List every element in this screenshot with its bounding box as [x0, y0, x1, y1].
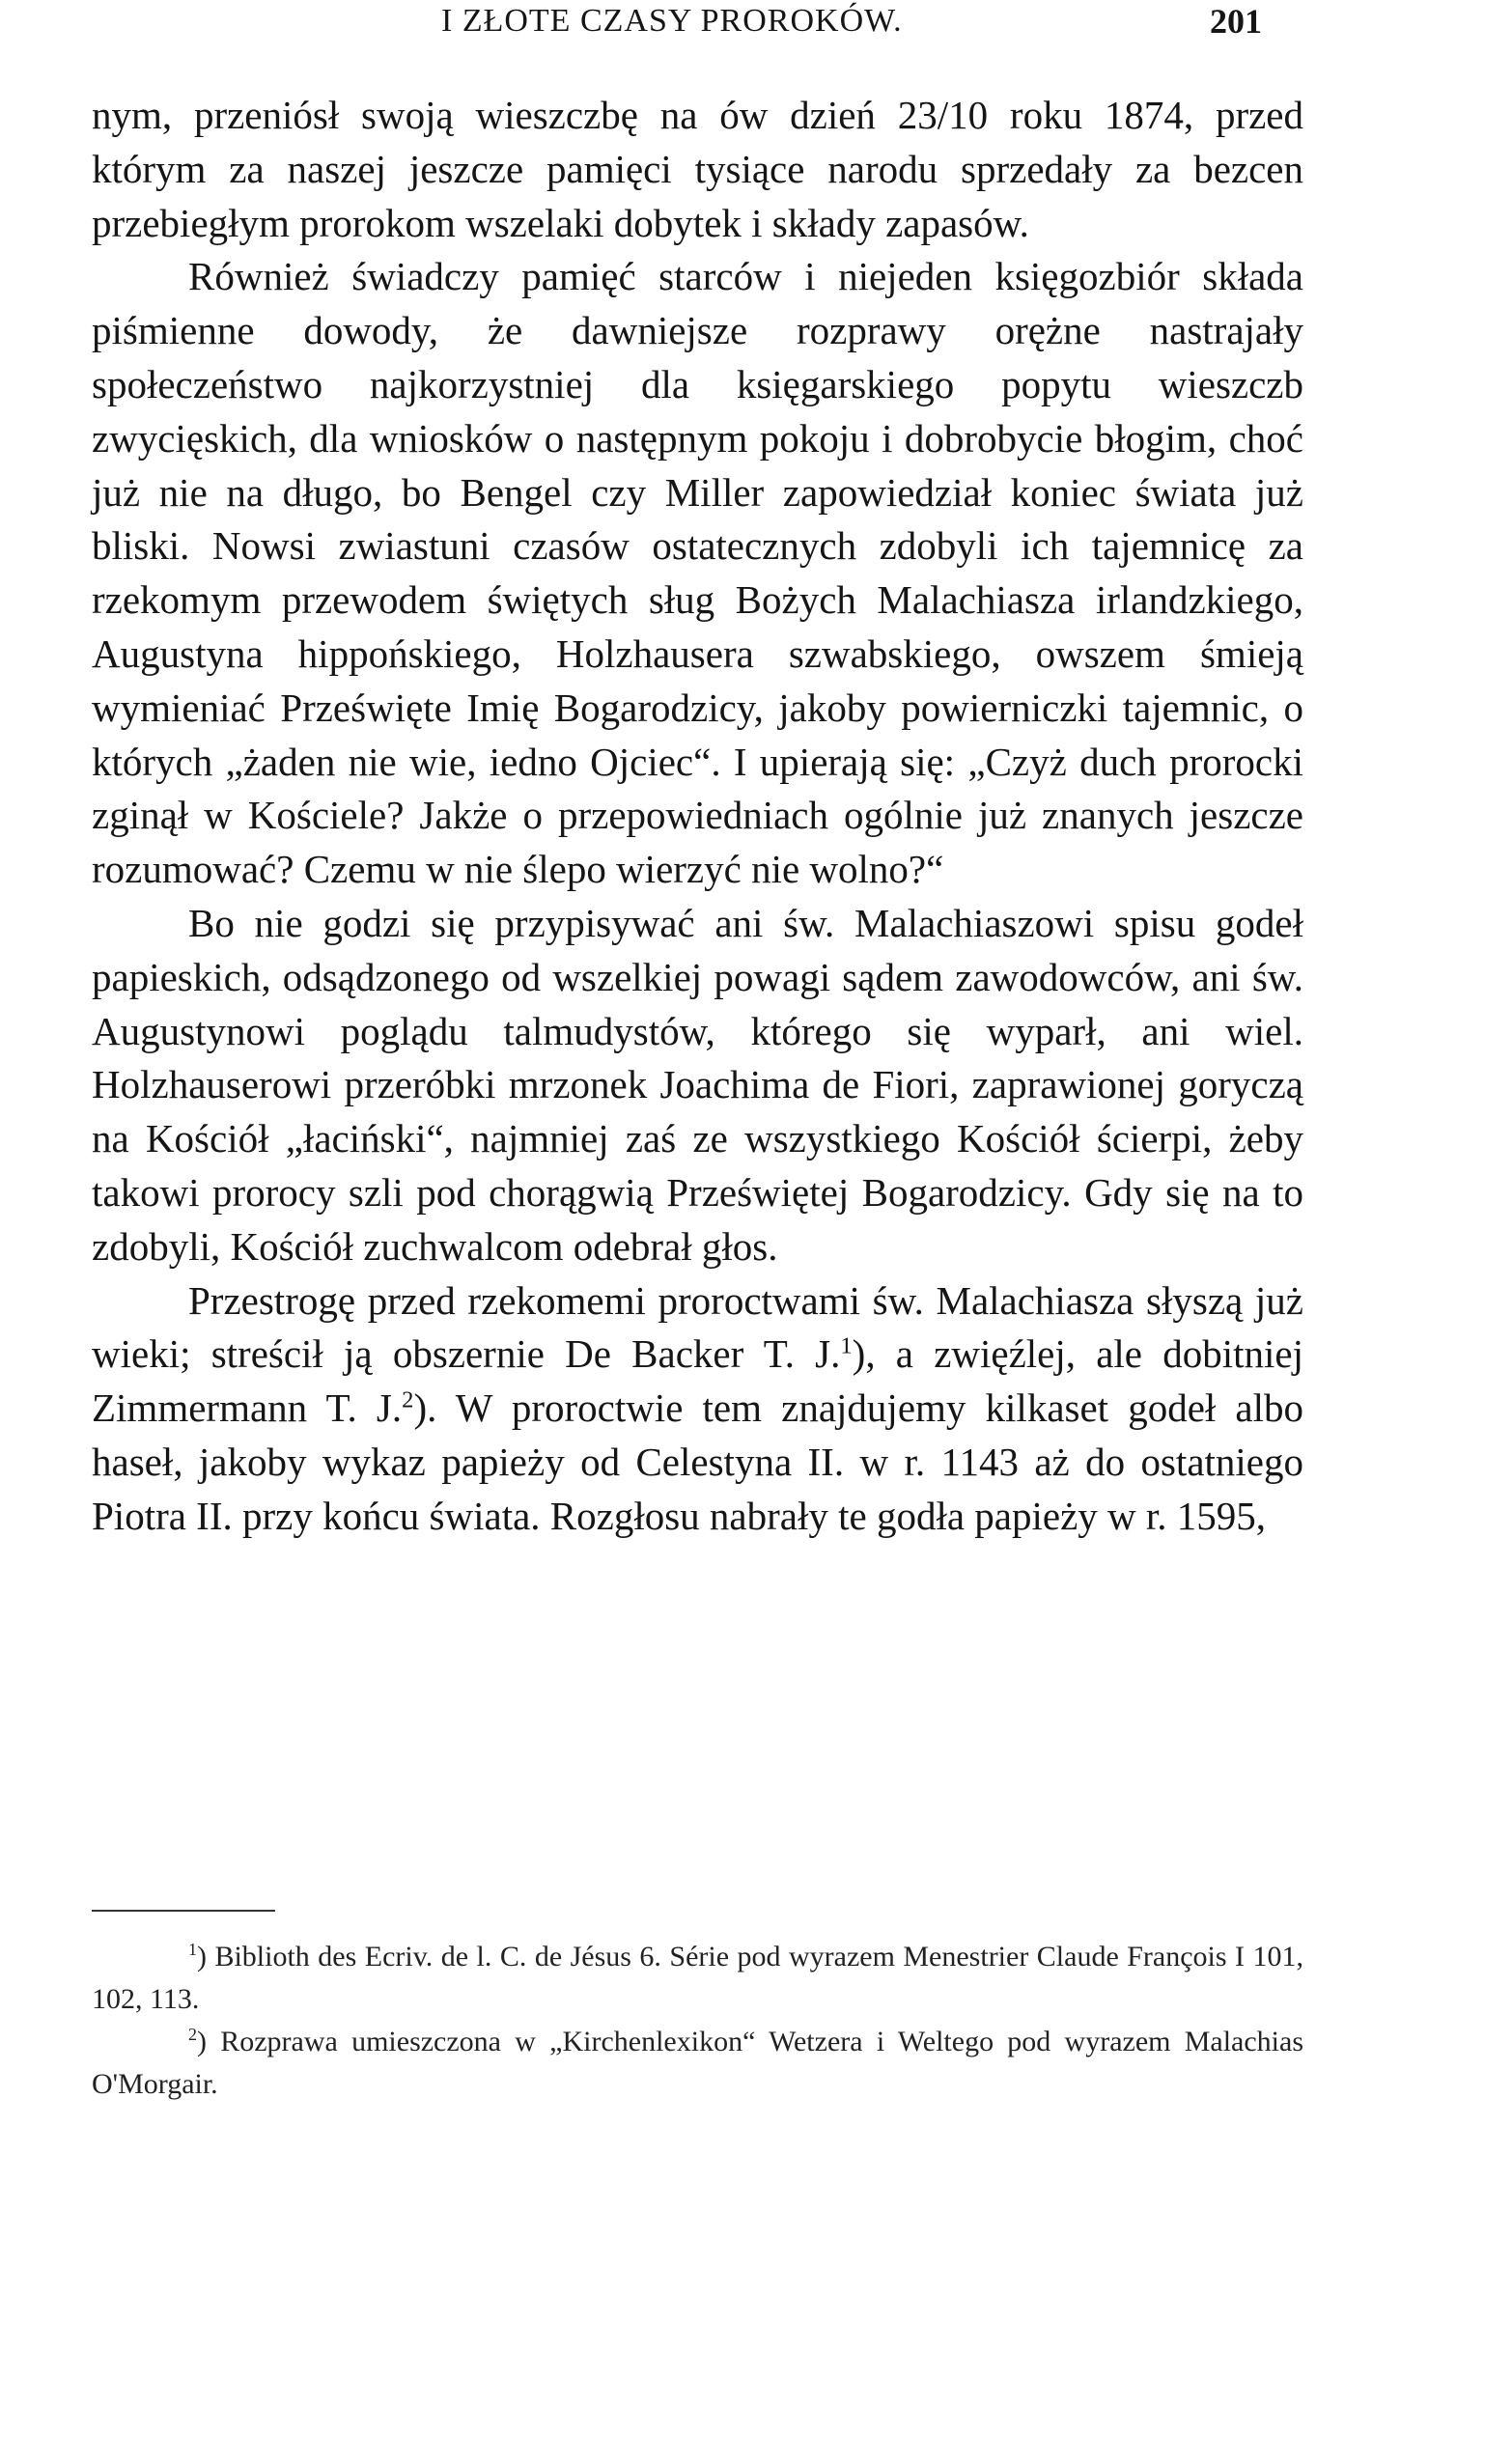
main-text: [92, 89, 1303, 1544]
footnotes: [92, 1936, 1303, 2106]
footnote-2-text: ) Rozprawa umieszczona w „Kirchenlexikon“ Wetzera i Weltego pod wyrazem Malachias O'Morgair.: [92, 2026, 1303, 2100]
footnote-1-mark: 1: [188, 1940, 197, 1959]
footnote-ref-1: 1: [840, 1332, 853, 1359]
paragraph-4-part-1: Przestrogę przed rzekomemi proroctwami św. Malachiasza słyszą już wieki; streścił ją obszernie De Backer T. J.: [92, 1277, 1303, 1377]
footnote-1: [92, 1936, 1303, 2021]
paragraph-2: Również świadczy pamięć starców i niejeden księgozbiór składa piśmienne dowody, że dawniejsze rozprawy orężne nastrajały społeczeństwo najkorzystniej dla księgarskiego popytu wieszczb zwycięskich, dla wniosków o następnym pokoju i dobrobycie błogim, choć już nie na długo, bo Bengel czy Miller zapowiedział koniec świata już bliski. Nowsi zwiastuni czasów ostatecznych zdobyli ich tajemnicę za rzekomym przewodem świętych sług Bożych Malachiasza irlandzkiego, Augustyna hippońskiego, Holzhausera szwabskiego, owszem śmieją wymieniać Prześwięte Imię Bogarodzicy, jakoby powierniczki tajemnic, o których „żaden nie wie, iedno Ojciec“. I upierają się: „Czyż duch prorocki zginął w Kościele? Jakże o przepowiedniach ogólnie już znanych jeszcze rozumować? Czemu w nie ślepo wierzyć nie wolno?“: [92, 254, 1303, 892]
footnote-ref-2: 2: [402, 1386, 414, 1413]
paragraph-1: nym, przeniósł swoją wieszczbę na ów dzień 23/10 roku 1874, przed którym za naszej jeszcze pamięci tysiące narodu sprzedały za bezcen przebiegłym prorokom wszelaki dobytek i składy zapasów.: [92, 93, 1303, 245]
paragraph-3: Bo nie godzi się przypisywać ani św. Malachiaszowi spisu godeł papieskich, odsądzonego od wszelkiej powagi sądem zawodowców, ani św. Augustynowi poglądu talmudystów, którego się wyparł, ani wiel. Holzhauserowi przeróbki mrzonek Joachima de Fiori, zaprawionej goryczą na Kościół „łaciński“, najmniej zaś ze wszystkiego Kościół ścierpi, żeby takowi prorocy szli pod chorągwią Przeświętej Bogarodzicy. Gdy się na to zdobyli, Kościół zuchwalcom odebrał głos.: [92, 900, 1303, 1269]
running-head: [0, 0, 1512, 48]
footnote-1-text: ) Biblioth des Ecriv. de l. C. de Jésus 6. Série pod wyrazem Menestrier Claude François I 101, 102, 113.: [92, 1941, 1303, 2015]
running-head-title: I ZŁOTE CZASY PROROKÓW.: [441, 3, 903, 39]
page-number: 201: [1210, 2, 1262, 41]
paragraph-4-part-2: ), a zwięźlej, ale dobitniej Zimmermann T. J.: [92, 1331, 1303, 1431]
paragraph-4-part-3: ). W proroctwie tem znajdujemy kilkaset godeł albo haseł, jakoby wykaz papieży od Celestyna II. w r. 1143 aż do ostatniego Piotra II. przy końcu świata. Rozgłosu nabrały te godła papieży w r. 1595,: [92, 1385, 1303, 1538]
footnote-2: [92, 2021, 1303, 2106]
footnote-2-mark: 2: [188, 2025, 197, 2044]
footnote-divider: [92, 1910, 275, 1912]
paragraph-4: [92, 1274, 1303, 1544]
